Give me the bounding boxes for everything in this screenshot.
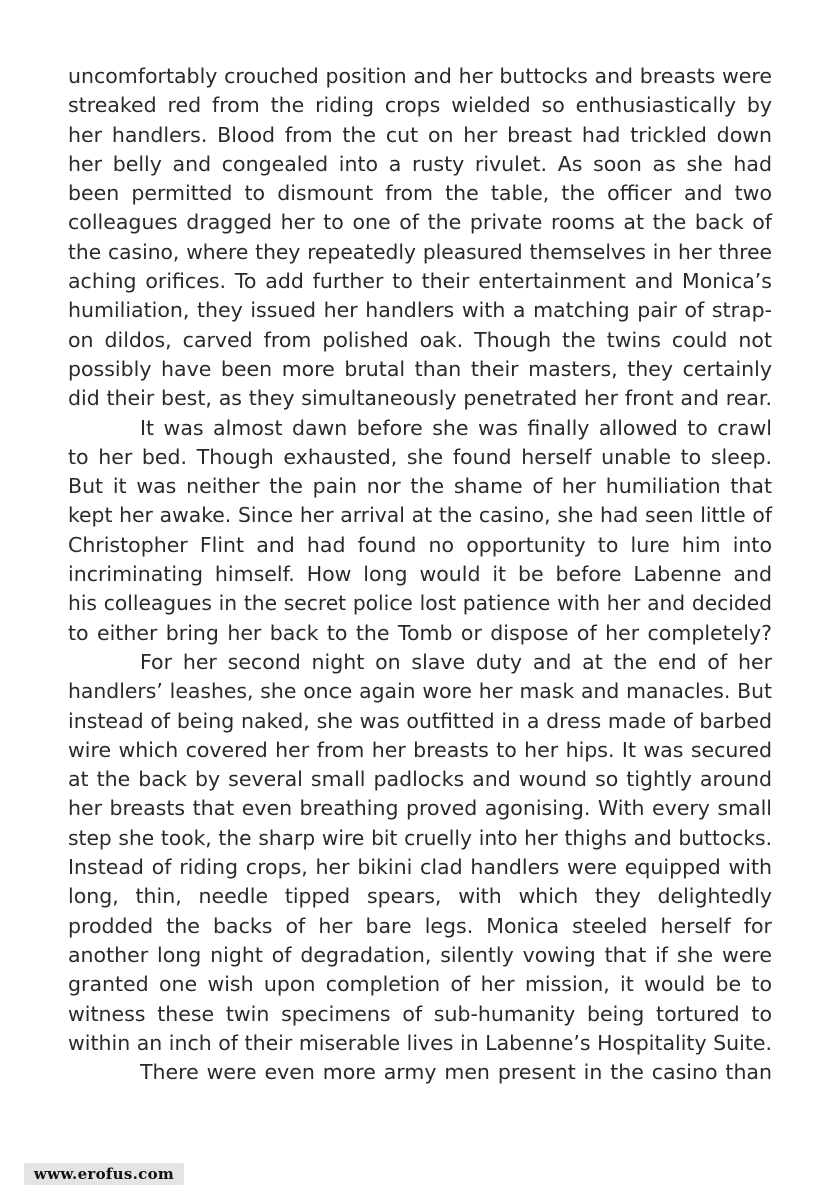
text-line: did their best, as they simultaneously penetrated her front and rear. (68, 386, 772, 411)
text-line: at the back by several small padlocks and wound so tightly around (68, 767, 772, 792)
text-line: possibly have been more brutal than their masters, they certainly (68, 356, 772, 381)
text-line: prodded the backs of her bare legs. Monica steeled herself for (68, 913, 772, 938)
text-line: humiliation, they issued her handlers with a matching pair of strap- (68, 298, 772, 323)
text-line: It was almost dawn before she was finally allowed to crawl (140, 415, 772, 440)
text-line: There were even more army men present in the casino than (140, 1060, 772, 1085)
text-line: But it was neither the pain nor the shame of her humiliation that (68, 474, 772, 499)
text-line: Instead of riding crops, her bikini clad handlers were equipped with (68, 855, 772, 880)
text-line: her breasts that even breathing proved agonising. With every small (68, 796, 772, 821)
body-text (68, 62, 772, 1087)
text-line: wire which covered her from her breasts to her hips. It was secured (68, 737, 772, 762)
text-line: streaked red from the riding crops wielded so enthusiastically by (68, 93, 772, 118)
text-line: granted one wish upon completion of her mission, it would be to (68, 972, 772, 997)
text-line: incriminating himself. How long would it be before Labenne and (68, 562, 772, 587)
text-line: handlers’ leashes, she once again wore her mask and manacles. But (68, 679, 772, 704)
text-line: colleagues dragged her to one of the private rooms at the back of (68, 210, 772, 235)
text-line: been permitted to dismount from the table, the officer and two (68, 181, 772, 206)
watermark-text: www.erofus.com (24, 1163, 184, 1185)
text-line: to her bed. Though exhausted, she found herself unable to sleep. (68, 444, 772, 469)
text-line: on dildos, carved from polished oak. Though the twins could not (68, 327, 772, 352)
text-line: kept her awake. Since her arrival at the casino, she had seen little of (68, 503, 772, 528)
text-line: the casino, where they repeatedly pleasured themselves in her three (68, 239, 772, 264)
text-line: long, thin, needle tipped spears, with which they delightedly (68, 884, 772, 909)
text-line: step she took, the sharp wire bit cruelly into her thighs and buttocks. (68, 825, 772, 850)
text-line: uncomfortably crouched position and her buttocks and breasts were (68, 64, 772, 88)
text-line: For her second night on slave duty and at the end of her (140, 649, 772, 674)
text-line: to either bring her back to the Tomb or dispose of her completely? (68, 620, 772, 645)
text-line: his colleagues in the secret police lost patience with her and decided (68, 591, 772, 616)
text-line: her handlers. Blood from the cut on her breast had trickled down (68, 122, 772, 147)
text-line: her belly and congealed into a rusty rivulet. As soon as she had (68, 151, 772, 176)
text-line: within an inch of their miserable lives in Labenne’s Hospitality Suite. (68, 1030, 772, 1055)
text-line: witness these twin specimens of sub-humanity being tortured to (68, 1001, 772, 1026)
text-line: Christopher Flint and had found no opportunity to lure him into (68, 532, 772, 557)
text-line: aching orifices. To add further to their entertainment and Monica’s (68, 269, 772, 294)
text-line: instead of being naked, she was outfitted in a dress made of barbed (68, 708, 772, 733)
text-line: another long night of degradation, silently vowing that if she were (68, 942, 772, 967)
